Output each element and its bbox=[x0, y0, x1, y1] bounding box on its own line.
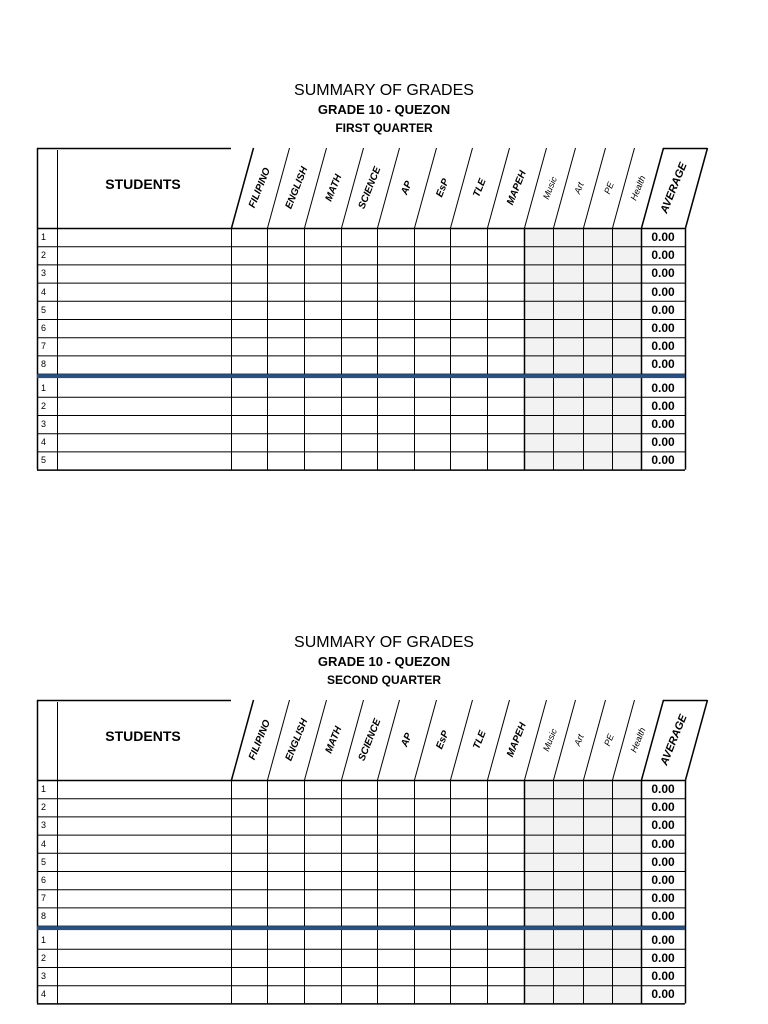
summary-title: SUMMARY OF GRADES bbox=[294, 82, 474, 99]
row-number: 2 bbox=[41, 802, 47, 813]
subject-header-text: SCIENCE bbox=[356, 165, 384, 211]
row-number: 7 bbox=[41, 893, 47, 904]
row-number: 3 bbox=[41, 268, 47, 279]
average-value: 0.00 bbox=[651, 969, 675, 983]
average-value: 0.00 bbox=[651, 380, 675, 395]
grades-table bbox=[37, 148, 707, 470]
average-value: 0.00 bbox=[651, 987, 675, 1002]
average-value: 0.00 bbox=[651, 321, 675, 335]
subject-header-text: MAPEH bbox=[504, 721, 529, 759]
average-value: 0.00 bbox=[651, 248, 675, 263]
row-number: 5 bbox=[41, 455, 47, 466]
average-value: 0.00 bbox=[651, 800, 675, 815]
subject-header-text: EsP bbox=[434, 729, 452, 751]
row-number: 4 bbox=[41, 286, 47, 297]
row-number: 8 bbox=[41, 359, 47, 370]
subject-header-text: EsP bbox=[434, 177, 452, 199]
row-number: 4 bbox=[41, 838, 47, 849]
mapeh-part-header-text: Health bbox=[627, 726, 648, 754]
average-value: 0.00 bbox=[651, 932, 675, 947]
row-number: 4 bbox=[41, 437, 47, 448]
average-value: 0.00 bbox=[651, 836, 675, 851]
average-value: 0.00 bbox=[651, 782, 675, 796]
row-number: 2 bbox=[41, 250, 47, 261]
average-value: 0.00 bbox=[651, 230, 675, 244]
average-header-text: AVERAGE bbox=[658, 712, 690, 768]
average-value: 0.00 bbox=[651, 302, 675, 317]
subject-header-text: TLE bbox=[470, 729, 489, 751]
subject-header-text: ENGLISH bbox=[283, 165, 310, 211]
average-value: 0.00 bbox=[651, 284, 675, 299]
average-value: 0.00 bbox=[651, 854, 675, 869]
group-separator bbox=[37, 926, 685, 930]
mapeh-part-header-text: Art bbox=[572, 180, 586, 196]
row-number: 6 bbox=[41, 875, 47, 885]
subject-header-text: TLE bbox=[470, 177, 489, 199]
average-value: 0.00 bbox=[651, 339, 675, 354]
students-header: STUDENTS bbox=[105, 176, 181, 192]
average-value: 0.00 bbox=[651, 435, 675, 450]
grades-table bbox=[37, 700, 707, 1003]
mapeh-part-header-text: PE bbox=[601, 180, 616, 196]
mapeh-part-header-text: Music bbox=[540, 175, 559, 201]
mapeh-part-header-text: Art bbox=[572, 732, 586, 748]
quarter-label: FIRST QUARTER bbox=[335, 121, 433, 135]
mapeh-shading bbox=[524, 780, 641, 1003]
row-number: 2 bbox=[41, 952, 47, 963]
row-number: 6 bbox=[41, 323, 47, 333]
average-value: 0.00 bbox=[651, 417, 675, 431]
average-value: 0.00 bbox=[651, 950, 675, 965]
row-number: 1 bbox=[41, 232, 47, 242]
row-number: 4 bbox=[41, 989, 47, 1000]
average-value: 0.00 bbox=[651, 398, 675, 413]
subject-header-text: MATH bbox=[323, 724, 344, 756]
row-number: 8 bbox=[41, 911, 47, 922]
grade-section-label: GRADE 10 - QUEZON bbox=[317, 102, 451, 117]
row-number: 1 bbox=[41, 784, 47, 794]
subject-header-text: AP bbox=[398, 179, 415, 197]
mapeh-part-header-text: Health bbox=[627, 174, 648, 202]
quarter-label: SECOND QUARTER bbox=[326, 673, 441, 687]
subject-header-text: SCIENCE bbox=[356, 717, 384, 763]
subject-header-text: FILIPINO bbox=[246, 166, 274, 210]
average-value: 0.00 bbox=[651, 873, 675, 887]
summary-title: SUMMARY OF GRADES bbox=[294, 634, 474, 651]
row-number: 1 bbox=[41, 934, 47, 945]
subject-header-text: AP bbox=[398, 731, 415, 749]
group-separator bbox=[37, 374, 685, 378]
row-number: 2 bbox=[41, 400, 47, 411]
students-header: STUDENTS bbox=[105, 728, 181, 744]
mapeh-part-header-text: Music bbox=[540, 727, 559, 753]
row-number: 7 bbox=[41, 341, 47, 352]
average-value: 0.00 bbox=[651, 818, 675, 833]
row-number: 3 bbox=[41, 820, 47, 831]
row-number: 3 bbox=[41, 971, 47, 981]
row-number: 5 bbox=[41, 304, 47, 315]
row-number: 5 bbox=[41, 856, 47, 867]
mapeh-part-header-text: PE bbox=[601, 732, 616, 748]
average-header-text: AVERAGE bbox=[658, 160, 690, 216]
average-value: 0.00 bbox=[651, 909, 675, 924]
grade-section-label: GRADE 10 - QUEZON bbox=[317, 654, 451, 669]
subject-header-text: FILIPINO bbox=[246, 718, 274, 762]
average-value: 0.00 bbox=[651, 357, 675, 372]
average-value: 0.00 bbox=[651, 453, 675, 468]
row-number: 3 bbox=[41, 419, 47, 429]
subject-header-text: ENGLISH bbox=[283, 717, 310, 763]
table-grid bbox=[37, 148, 711, 472]
subject-header-text: MAPEH bbox=[504, 169, 529, 207]
average-value: 0.00 bbox=[651, 891, 675, 906]
row-number: 1 bbox=[41, 382, 47, 393]
subject-header-text: MATH bbox=[323, 172, 344, 204]
average-value: 0.00 bbox=[651, 266, 675, 281]
